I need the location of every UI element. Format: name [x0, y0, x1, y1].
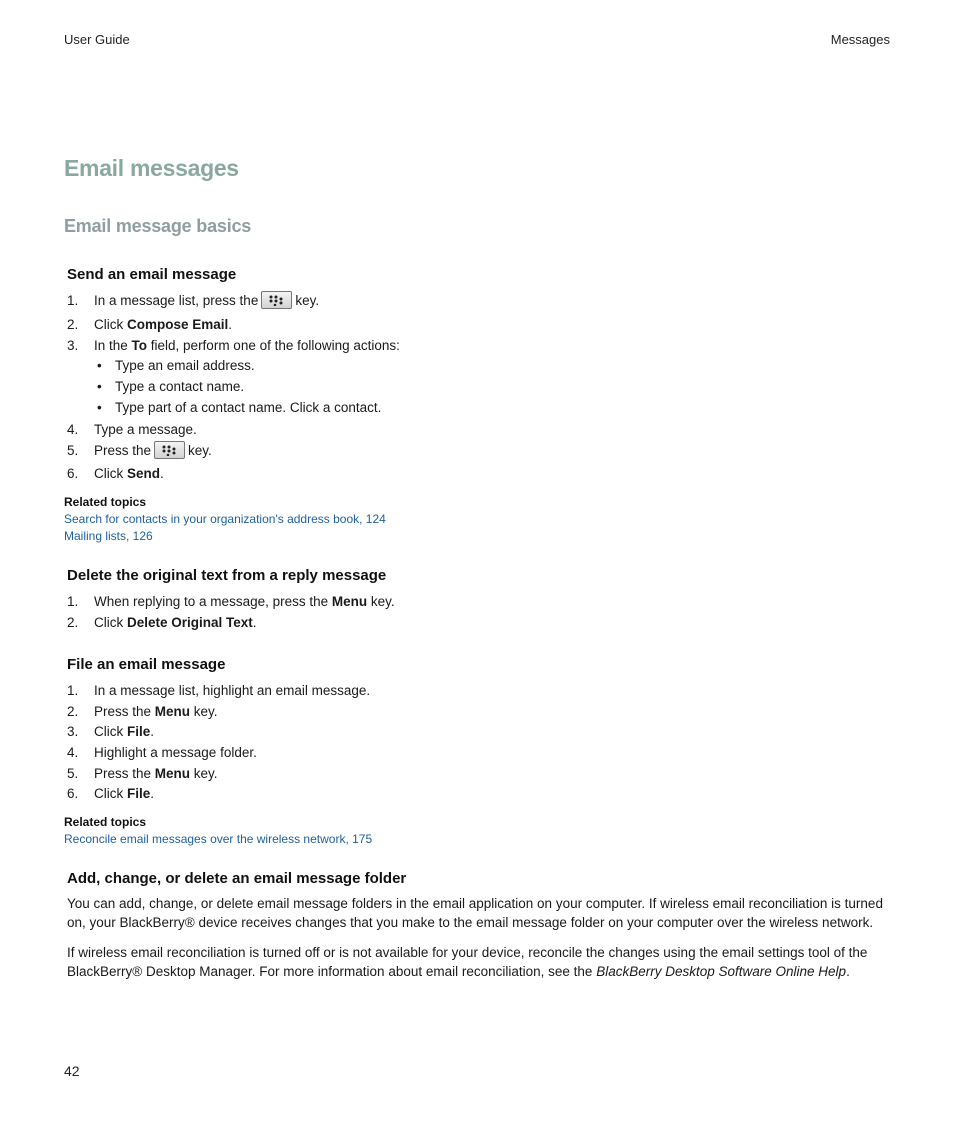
blackberry-key-icon: [154, 441, 185, 459]
send-heading: Send an email message: [67, 266, 237, 283]
step-number: 1.: [67, 293, 79, 308]
related-link-mailing-lists[interactable]: Mailing lists, 126: [64, 529, 153, 543]
header-right: Messages: [830, 32, 890, 47]
section-subtitle: Email message basics: [64, 216, 252, 236]
folder-paragraph-1: You can add, change, or delete email message folders in the email application on your computer. If wireless email reconciliation is turned on, your BlackBerry® device receives changes that you make to the email message folder on your computer over the wireless network.: [67, 896, 883, 930]
related-topics-label: Related topics: [64, 495, 147, 509]
related-topics-label: Related topics: [64, 815, 147, 829]
delete-heading: Delete the original text from a reply message: [67, 567, 387, 584]
page-number: 42: [64, 1063, 80, 1079]
folder-paragraph-2: If wireless email reconciliation is turned off or is not available for your device, reconcile the changes using the email settings tool of the BlackBerry® Desktop Manager. For more information about email reconciliation, see the BlackBerry Desktop Software Online Help.: [67, 945, 868, 979]
related-link-search-contacts[interactable]: Search for contacts in your organization's address book, 124: [64, 512, 386, 526]
blackberry-key-icon: [261, 291, 292, 309]
page-title: Email messages: [64, 155, 239, 181]
header-left: User Guide: [64, 32, 130, 47]
folder-heading: Add, change, or delete an email message folder: [67, 870, 407, 887]
related-link-reconcile[interactable]: Reconcile email messages over the wireless network, 175: [64, 832, 373, 846]
file-heading: File an email message: [67, 656, 226, 673]
